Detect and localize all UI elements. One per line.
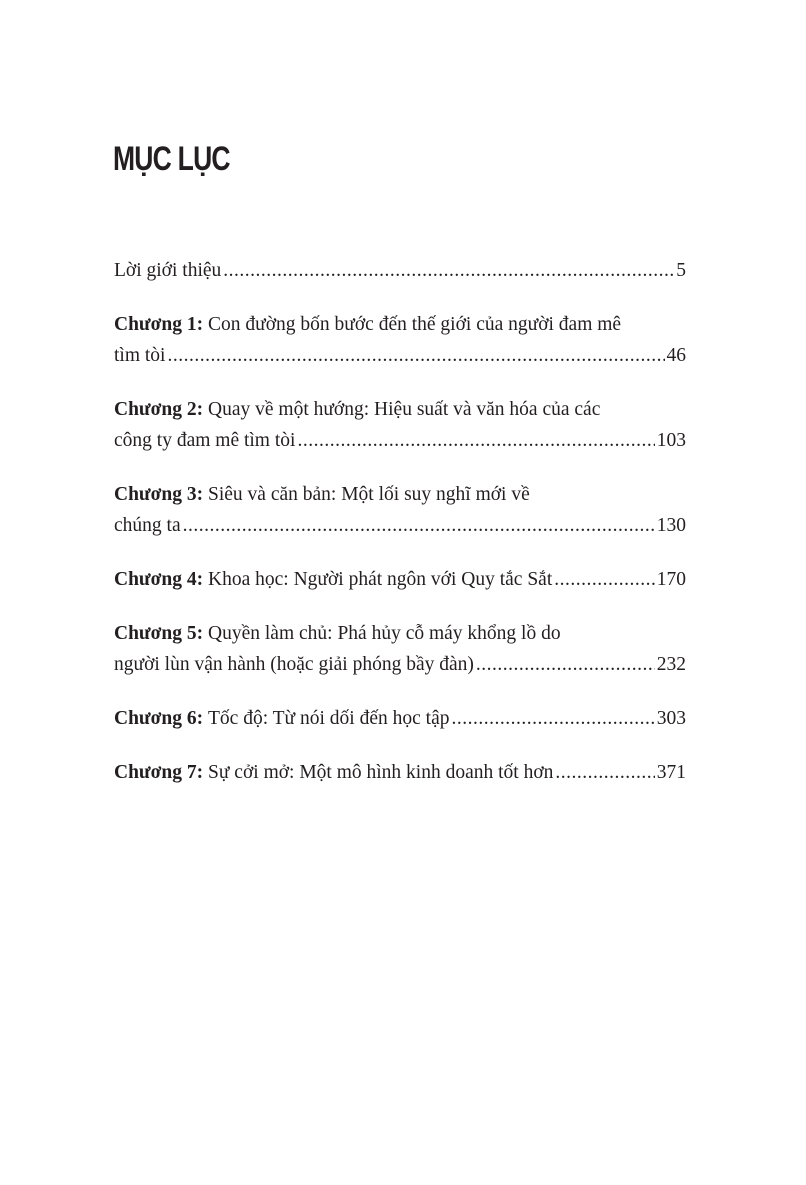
chapter-label: Chương 1: — [114, 314, 204, 335]
entry-title-cont: tìm tòi — [114, 345, 166, 366]
entry-title: Con đường bốn bước đến thế giới của người đam mê — [208, 314, 622, 335]
page-number: 5 — [676, 260, 686, 281]
toc-line — [114, 340, 686, 371]
dot-leader — [223, 255, 674, 286]
toc-entry-chapter-1 — [114, 309, 686, 371]
page-title: MỤC LỤC — [113, 140, 230, 178]
toc-line — [114, 703, 686, 734]
chapter-label: Chương 4: — [114, 569, 204, 590]
toc-entry-chapter-7 — [114, 757, 686, 788]
entry-title: Tốc độ: Từ nói dối đến học tập — [208, 708, 450, 729]
page-number: 103 — [656, 430, 686, 451]
dot-leader — [183, 510, 655, 541]
toc-line — [114, 425, 686, 456]
toc-line — [114, 618, 686, 649]
chapter-label: Chương 7: — [114, 762, 204, 783]
page-number: 130 — [656, 515, 686, 536]
dot-leader — [297, 425, 654, 456]
toc-entry-chapter-4 — [114, 564, 686, 595]
entry-title: Khoa học: Người phát ngôn với Quy tắc Sắt — [208, 569, 553, 590]
toc-entry-introduction — [114, 255, 686, 286]
toc-entry-chapter-3 — [114, 479, 686, 541]
page-number: 371 — [656, 762, 686, 783]
toc-line — [114, 255, 686, 286]
entry-title-cont: người lùn vận hành (hoặc giải phóng bầy đàn) — [114, 654, 474, 675]
toc-line — [114, 510, 686, 541]
entry-title-cont: chúng ta — [114, 515, 181, 536]
toc-line — [114, 309, 686, 340]
toc-line — [114, 479, 686, 510]
page-number: 303 — [656, 708, 686, 729]
dot-leader — [555, 757, 654, 788]
entry-title: Sự cởi mở: Một mô hình kinh doanh tốt hơn — [208, 762, 554, 783]
toc-entry-chapter-6 — [114, 703, 686, 734]
chapter-label: Chương 2: — [114, 399, 204, 420]
dot-leader — [476, 649, 655, 680]
table-of-contents — [114, 255, 686, 811]
chapter-label: Chương 5: — [114, 623, 204, 644]
entry-title-cont: công ty đam mê tìm tòi — [114, 430, 296, 451]
entry-title: Quay về một hướng: Hiệu suất và văn hóa của các — [208, 399, 601, 420]
page-number: 46 — [666, 345, 686, 366]
dot-leader — [451, 703, 654, 734]
entry-title: Lời giới thiệu — [114, 260, 222, 281]
dot-leader — [554, 564, 655, 595]
chapter-label: Chương 3: — [114, 484, 204, 505]
toc-line — [114, 649, 686, 680]
page-number: 170 — [656, 569, 686, 590]
entry-title: Quyền làm chủ: Phá hủy cỗ máy khổng lồ do — [208, 623, 561, 644]
dot-leader — [167, 340, 664, 371]
toc-line — [114, 757, 686, 788]
toc-line — [114, 394, 686, 425]
toc-entry-chapter-5 — [114, 618, 686, 680]
entry-title: Siêu và căn bản: Một lối suy nghĩ mới về — [208, 484, 530, 505]
chapter-label: Chương 6: — [114, 708, 204, 729]
toc-entry-chapter-2 — [114, 394, 686, 456]
toc-line — [114, 564, 686, 595]
page-number: 232 — [656, 654, 686, 675]
